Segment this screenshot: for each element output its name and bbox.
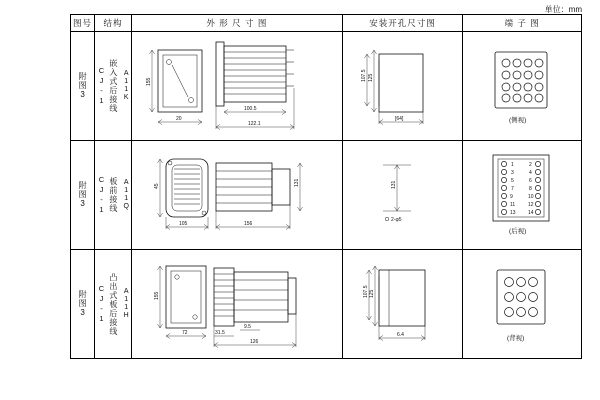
terminal-drawing-cell-2: [463, 141, 582, 250]
svg-text:6: 6: [529, 178, 533, 184]
svg-text:122.1: 122.1: [248, 121, 261, 127]
header-fig-no: 图号: [71, 15, 95, 32]
fig-no-label: 附图3: [78, 181, 88, 209]
structure-desc: 板前接线: [108, 177, 118, 213]
spec-table: [70, 14, 582, 359]
svg-text:2: 2: [529, 162, 533, 168]
hole-drawing-2: [343, 141, 463, 249]
svg-text:7: 7: [511, 186, 515, 192]
structure-cell-2: [94, 141, 131, 250]
structure-cell-1: [94, 32, 131, 141]
terminal-caption-3: (背视): [507, 335, 525, 342]
structure-code: CJ-1: [96, 284, 106, 324]
svg-text:100.5: 100.5: [244, 106, 257, 112]
terminal-drawing-3: [463, 250, 581, 358]
svg-text:156: 156: [244, 221, 253, 227]
svg-text:126: 126: [250, 339, 259, 345]
svg-text:131: 131: [294, 178, 301, 187]
fig-no-label: 附图3: [78, 290, 88, 318]
terminal-drawing-cell-1: [463, 32, 582, 141]
svg-text:13: 13: [510, 210, 516, 216]
svg-text:5: 5: [511, 178, 515, 184]
fig-no-cell-1: [71, 32, 95, 141]
svg-text:155: 155: [154, 291, 161, 300]
outline-drawing-1: [132, 32, 342, 140]
structure-model: A11H: [122, 288, 130, 320]
svg-text:125: 125: [368, 289, 375, 298]
svg-text:45: 45: [154, 183, 161, 189]
fig-no-label: 附图3: [78, 72, 88, 100]
fig-no-cell-3: [71, 250, 95, 359]
svg-text:107.5: 107.5: [362, 285, 369, 298]
svg-text:2-φ5: 2-φ5: [390, 217, 402, 223]
structure-model: A11Q: [122, 179, 130, 211]
hole-drawing-cell-1: [342, 32, 463, 141]
svg-text:14: 14: [528, 210, 534, 216]
svg-text:125: 125: [367, 73, 374, 82]
outline-drawing-2: [132, 141, 342, 249]
svg-text:107.5: 107.5: [360, 69, 367, 82]
hole-drawing-3: [343, 250, 463, 358]
terminal-drawing-cell-3: [463, 250, 582, 359]
hole-drawing-cell-2: [342, 141, 463, 250]
outline-drawing-cell-3: [132, 250, 343, 359]
svg-text:9: 9: [510, 194, 514, 200]
svg-text:9.5: 9.5: [244, 324, 252, 330]
svg-text:8: 8: [529, 186, 533, 192]
svg-text:131: 131: [390, 180, 397, 189]
header-outline: 外 形 尺 寸 图: [132, 15, 343, 32]
outline-drawing-3: [132, 250, 342, 358]
svg-text:31.5: 31.5: [215, 330, 225, 336]
terminal-caption-1: (侧视): [509, 117, 527, 124]
table-row: [71, 141, 582, 250]
svg-text:[64]: [64]: [394, 116, 404, 122]
svg-text:11: 11: [510, 202, 516, 208]
header-hole: 安装开孔尺寸图: [342, 15, 463, 32]
table-row: [71, 250, 582, 359]
structure-model: A11K: [122, 70, 130, 102]
header-terminal: 端 子 图: [463, 15, 582, 32]
structure-code: CJ-1: [96, 66, 106, 106]
svg-text:4: 4: [529, 170, 533, 176]
header-structure: 结构: [94, 15, 131, 32]
structure-cell-3: [94, 250, 131, 359]
svg-text:72: 72: [182, 330, 188, 336]
svg-text:105: 105: [179, 221, 188, 227]
unit-note: 单位：mm: [544, 5, 582, 14]
outline-drawing-cell-1: [132, 32, 343, 141]
svg-text:6.4: 6.4: [396, 332, 404, 338]
terminal-caption-2: (后视): [509, 228, 527, 235]
svg-text:10: 10: [528, 194, 534, 200]
svg-text:155: 155: [146, 77, 153, 86]
structure-desc: 凸出式板后接线: [108, 272, 118, 336]
terminal-drawing-1: [463, 32, 581, 140]
svg-text:1: 1: [511, 162, 515, 168]
svg-text:12: 12: [528, 202, 534, 208]
table-header-row: [71, 15, 582, 32]
hole-drawing-cell-3: [342, 250, 463, 359]
terminal-drawing-2: [463, 141, 581, 249]
structure-desc: 嵌入式后接线: [108, 59, 118, 113]
structure-code: CJ-1: [96, 175, 106, 215]
hole-drawing-1: [343, 32, 463, 140]
table-row: [71, 32, 582, 141]
svg-text:3: 3: [511, 170, 515, 176]
svg-text:20: 20: [176, 116, 182, 122]
outline-drawing-cell-2: [132, 141, 343, 250]
fig-no-cell-2: [71, 141, 95, 250]
